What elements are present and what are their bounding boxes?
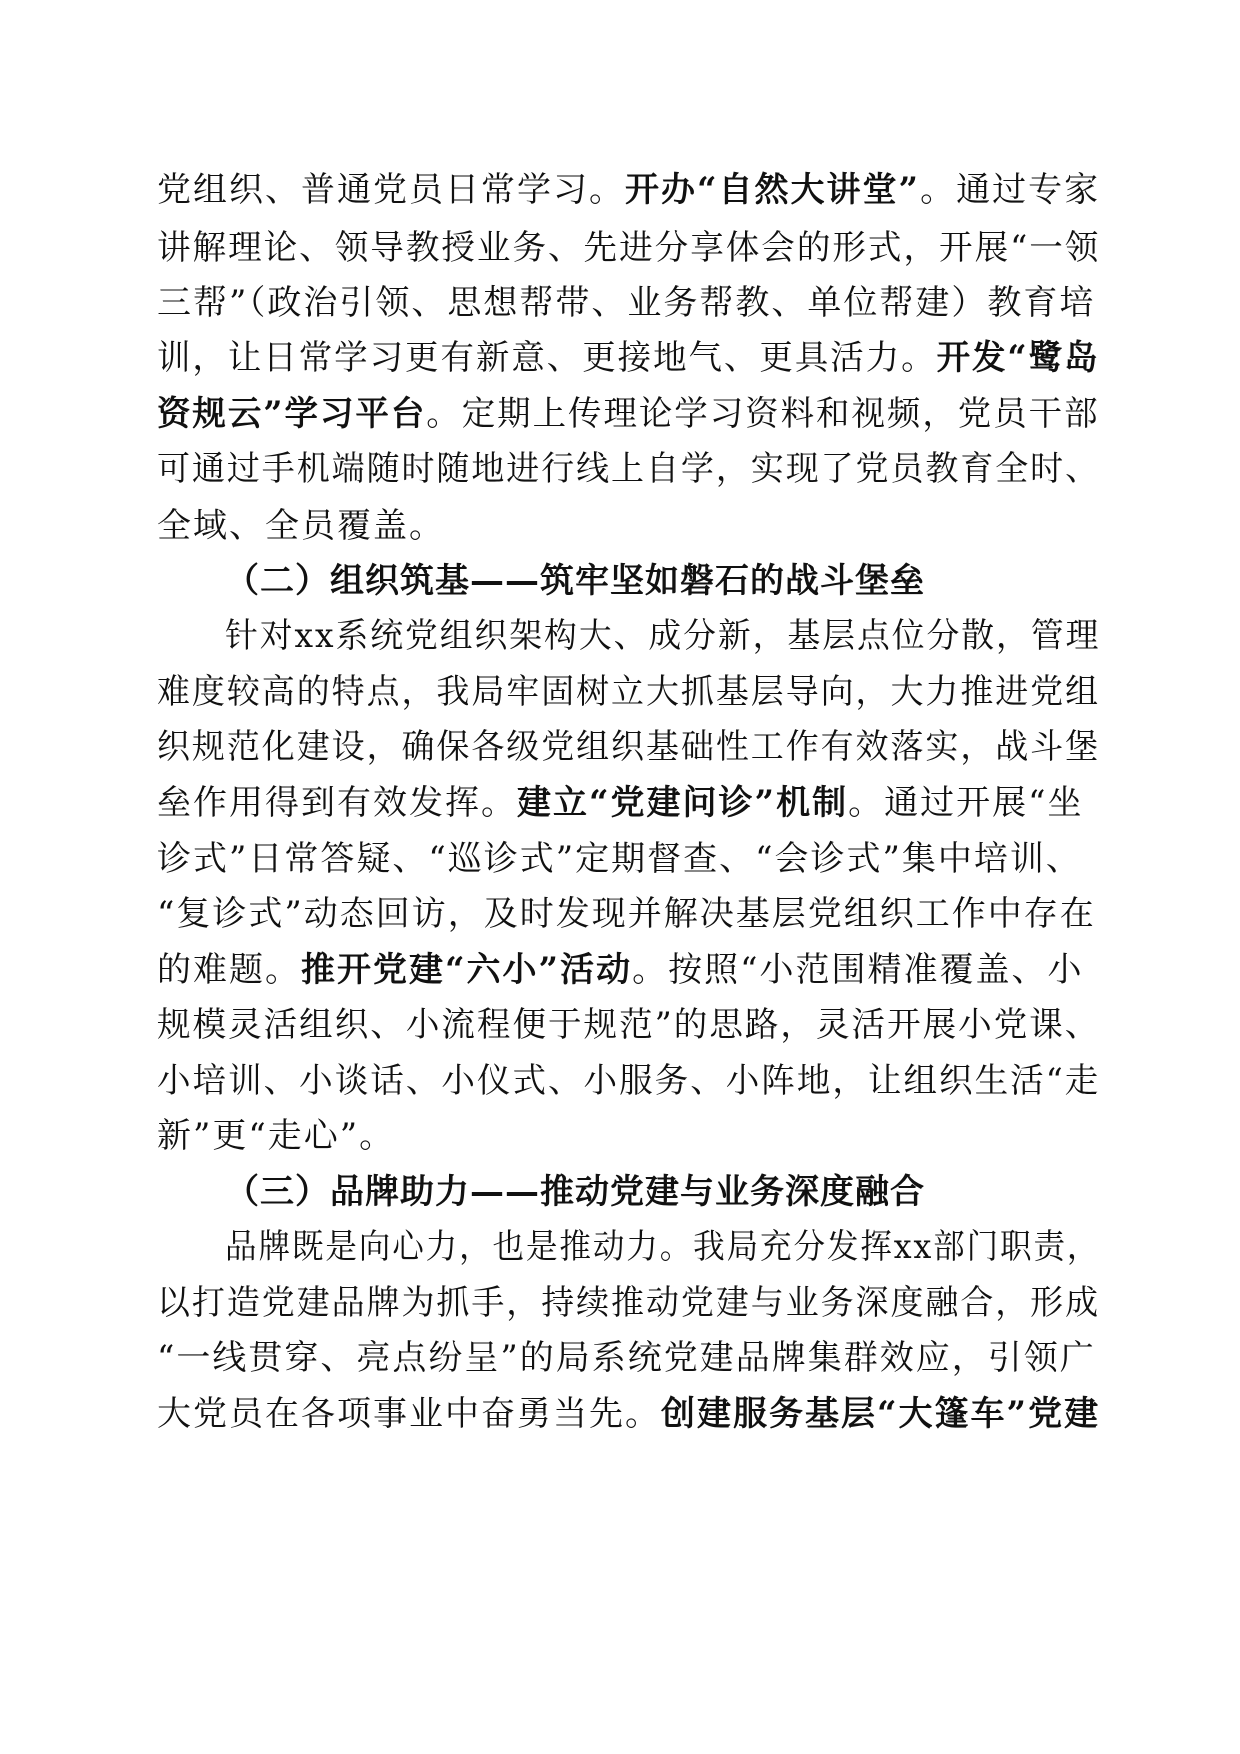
text-line-3: 三帮”（政治引领、思想帮带、业务帮教、单位帮建）教育培 — [157, 283, 1096, 323]
text-line-20: 品牌既是向心力，也是推动力。我局充分发挥xx部门职责， — [225, 1227, 1101, 1267]
text-line-1: 党组织、普通党员日常学习。开办“自然大讲堂”。通过专家 — [157, 170, 1101, 210]
text-line-23: 大党员在各项事业中奋勇当先。创建服务基层“大篷车”党建 — [157, 1394, 1101, 1434]
text-line-18: 新”更“走心”。 — [157, 1116, 396, 1156]
text-line-21: 以打造党建品牌为抓手，持续推动党建与业务深度融合，形成 — [157, 1283, 1101, 1323]
text-line-9: 针对xx系统党组织架构大、成分新，基层点位分散，管理 — [225, 616, 1101, 656]
text-line-16: 规模灵活组织、小流程便于规范”的思路，灵活开展小党课、 — [157, 1005, 1101, 1045]
text-line-5: 资规云”学习平台。定期上传理论学习资料和视频，党员干部 — [157, 394, 1100, 434]
text-line-17: 小培训、小谈话、小仪式、小服务、小阵地，让组织生活“走 — [157, 1061, 1101, 1101]
text-line-15: 的难题。推开党建“六小”活动。按照“小范围精准覆盖、小 — [157, 950, 1084, 990]
text-line-6: 可通过手机端随时随地进行线上自学，实现了党员教育全时、 — [157, 449, 1101, 489]
text-line-7: 全域、全员覆盖。 — [157, 506, 445, 546]
text-line-2: 讲解理论、领导教授业务、先进分享体会的形式，开展“一领 — [157, 228, 1101, 268]
section-heading-3: （三）品牌助力——推动党建与业务深度融合 — [225, 1172, 925, 1212]
text-line-4: 训，让日常学习更有新意、更接地气、更具活力。开发“鹭岛 — [157, 338, 1100, 378]
text-line-13: 诊式”日常答疑、“巡诊式”定期督查、“会诊式”集中培训、 — [157, 839, 1082, 879]
text-line-10: 难度较高的特点，我局牢固树立大抓基层导向，大力推进党组 — [157, 672, 1101, 712]
text-line-22: “一线贯穿、亮点纷呈”的局系统党建品牌集群效应，引领广 — [157, 1338, 1096, 1378]
text-line-14: “复诊式”动态回访，及时发现并解决基层党组织工作中存在 — [157, 894, 1096, 934]
section-heading-2: （二）组织筑基——筑牢坚如磐石的战斗堡垒 — [225, 561, 925, 601]
text-line-12: 垒作用得到有效发挥。建立“党建问诊”机制。通过开展“坐 — [157, 783, 1084, 823]
text-line-11: 织规范化建设，确保各级党组织基础性工作有效落实，战斗堡 — [157, 727, 1101, 767]
